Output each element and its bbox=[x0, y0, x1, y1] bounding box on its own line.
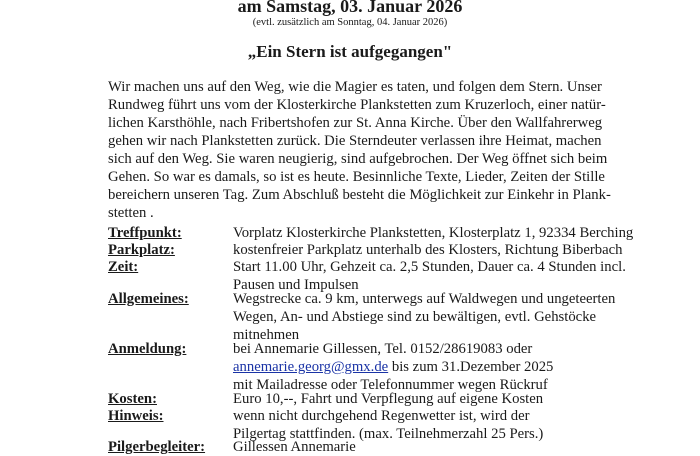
parkplatz-label: Parkplatz: bbox=[108, 242, 175, 258]
hinweis-line: Pilgertag stattfinden. (max. Teilnehmerzahl 25 Pers.) bbox=[233, 426, 544, 442]
allgemeines-label: Allgemeines: bbox=[108, 291, 189, 307]
intro-line: Gehen. So war es damals, so ist es heute. Besinnliche Texte, Lieder, Zeiten der Stille bbox=[108, 169, 605, 185]
parkplatz-value bbox=[233, 241, 673, 259]
anmeldung-line: bei Annemarie Gillessen, Tel. 0152/28619083 oder bbox=[233, 341, 533, 357]
intro-line: Wir machen uns auf den Weg, wie die Magier es taten, und folgen dem Stern. Unser bbox=[108, 79, 602, 95]
anmeldung-line bbox=[233, 358, 673, 376]
zeit-label: Zeit: bbox=[108, 259, 139, 275]
intro-line: Rundweg führt uns vom der Klosterkirche Plankstetten zum Kruzerloch, einer natür- bbox=[108, 97, 606, 113]
anmeldung-line: mit Mailadresse oder Telefonnummer wegen Rückruf bbox=[233, 377, 548, 393]
zeit-line: Pausen und Impulsen bbox=[233, 277, 359, 293]
event-title: „Ein Stern ist aufgegangen" bbox=[247, 42, 453, 61]
event-date: am Samstag, 03. Januar 2026 bbox=[237, 0, 463, 16]
anmeldung-deadline: bis zum 31.Dezember 2025 bbox=[388, 359, 554, 375]
pilgerbegleiter-label: Pilgerbegleiter: bbox=[108, 439, 206, 455]
pilgerbegleiter-line: Gillessen Annemarie bbox=[233, 439, 356, 455]
allgemeines-line: mitnehmen bbox=[233, 327, 300, 343]
treffpunkt-label: Treffpunkt: bbox=[108, 225, 182, 241]
allgemeines-value bbox=[233, 290, 673, 344]
anmeldung-label: Anmeldung: bbox=[108, 341, 187, 357]
zeit-value bbox=[233, 258, 673, 294]
intro-line: gehen wir nach Plankstetten zurück. Die Sterndeuter verlassen ihre Heimat, machen bbox=[108, 133, 602, 149]
zeit-line: Start 11.00 Uhr, Gehzeit ca. 2,5 Stunden, Dauer ca. 4 Stunden incl. bbox=[233, 259, 626, 275]
kosten-line: Euro 10,--, Fahrt und Verpflegung auf eigene Kosten bbox=[233, 391, 544, 407]
kosten-value bbox=[233, 390, 673, 408]
hinweis-label: Hinweis: bbox=[108, 408, 164, 424]
intro-line: stetten . bbox=[108, 205, 154, 221]
parkplatz-line: kostenfreier Parkplatz unterhalb des Klosters, Richtung Biberbach bbox=[233, 242, 623, 258]
intro-line: lichen Karsthöhle, nach Fribertshofen zur St. Anna Kirche. Über den Wallfahrerweg bbox=[108, 115, 603, 131]
hinweis-line: wenn nicht durchgehend Regenwetter ist, wird der bbox=[233, 408, 530, 424]
treffpunkt-value bbox=[233, 224, 673, 242]
alternative-date: (evtl. zusätzlich am Sonntag, 04. Januar 2026) bbox=[252, 17, 448, 28]
intro-line: bereichern unseren Tag. Zum Abschluß besteht die Möglichkeit zur Einkehr in Plank- bbox=[108, 187, 611, 203]
intro-paragraph bbox=[108, 78, 628, 222]
pilgerbegleiter-value bbox=[233, 438, 673, 456]
kosten-label: Kosten: bbox=[108, 391, 157, 407]
anmeldung-value bbox=[233, 340, 673, 394]
allgemeines-line: Wegstrecke ca. 9 km, unterwegs auf Waldwegen und ungeteerten bbox=[233, 291, 616, 307]
email-link[interactable]: annemarie.georg@gmx.de bbox=[233, 359, 389, 375]
intro-line: sich auf den Weg. Sie waren neugierig, sind aufgebrochen. Der Weg öffnet sich beim bbox=[108, 151, 608, 167]
allgemeines-line: Wegen, An- und Abstiege sind zu bewältigen, evtl. Gehstöcke bbox=[233, 309, 597, 325]
treffpunkt-line: Vorplatz Klosterkirche Plankstetten, Klosterplatz 1, 92334 Berching bbox=[233, 225, 634, 241]
